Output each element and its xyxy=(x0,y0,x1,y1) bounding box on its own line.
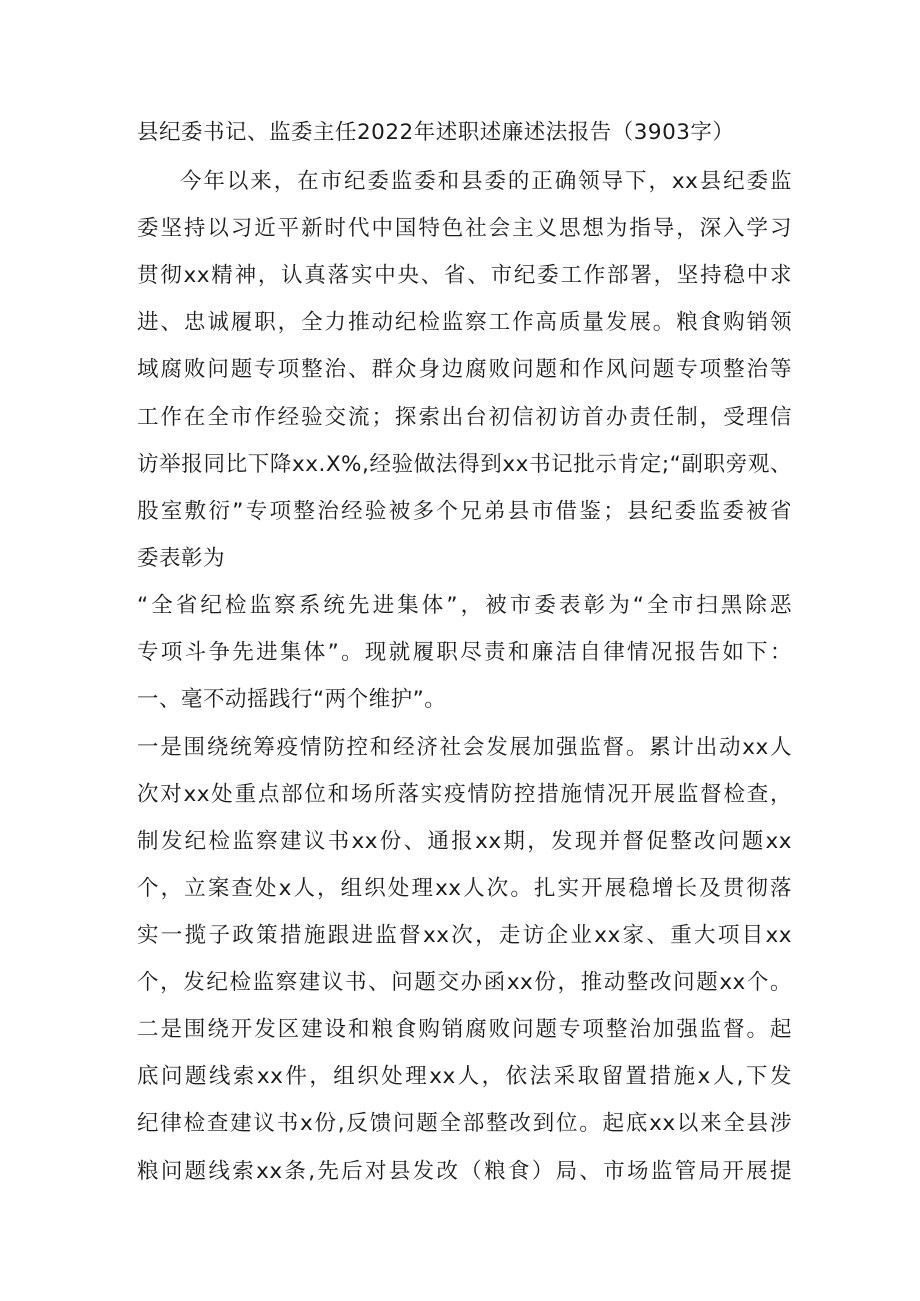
paragraph-line: 专项斗争先进集体”。现就履职尽责和廉洁自律情况报告如下： xyxy=(137,640,792,665)
paragraph-line: 委坚持以习近平新时代中国特色社会主义思想为指导，深入学习 xyxy=(137,216,792,241)
paragraph-line: 一是围绕统筹疫情防控和经济社会发展加强监督。累计出动xx人 xyxy=(137,735,792,760)
paragraph-line: 工作在全市作经验交流；探索出台初信初访首办责任制，受理信 xyxy=(137,405,792,430)
paragraph-line: 委表彰为 xyxy=(137,546,226,571)
paragraph-line: 股室敷衍”专项整治经验被多个兄弟县市借鉴；县纪委监委被省 xyxy=(137,499,792,524)
section-heading: 一、毫不动摇践行“两个维护”。 xyxy=(137,687,447,712)
paragraph-line: 域腐败问题专项整治、群众身边腐败问题和作风问题专项整治等 xyxy=(137,357,792,382)
paragraph-line: 个，立案查处x人，组织处理xx人次。扎实开展稳增长及贯彻落 xyxy=(137,876,792,901)
paragraph-line: 底问题线索xx件，组织处理xx人，依法采取留置措施x人,下发 xyxy=(137,1064,792,1089)
paragraph-line: 次对xx处重点部位和场所落实疫情防控措施情况开展监督检查， xyxy=(137,782,792,807)
paragraph-line: “全省纪检监察系统先进集体”，被市委表彰为“全市扫黑除恶 xyxy=(137,593,792,618)
paragraph-line: 今年以来，在市纪委监委和县委的正确领导下，xx县纪委监 xyxy=(180,169,792,194)
document-title: 县纪委书记、监委主任2022年述职述廉述法报告（3903字） xyxy=(137,120,735,145)
paragraph-line: 进、忠诚履职，全力推动纪检监察工作高质量发展。粮食购销领 xyxy=(137,310,792,335)
paragraph-line: 制发纪检监察建议书xx份、通报xx期，发现并督促整改问题xx xyxy=(137,829,792,854)
paragraph-line: 访举报同比下降xx.X%,经验做法得到xx书记批示肯定;“副职旁观、 xyxy=(137,452,792,477)
paragraph-line: 二是围绕开发区建设和粮食购销腐败问题专项整治加强监督。起 xyxy=(137,1017,792,1042)
paragraph-line: 实一揽子政策措施跟进监督xx次，走访企业xx家、重大项目xx xyxy=(137,923,792,948)
paragraph-line: 个，发纪检监察建议书、问题交办函xx份，推动整改问题xx个。 xyxy=(137,970,792,995)
paragraph-line: 粮问题线索xx条,先后对县发改（粮食）局、市场监管局开展提 xyxy=(137,1159,792,1184)
paragraph-line: 贯彻xx精神，认真落实中央、省、市纪委工作部署，坚持稳中求 xyxy=(137,263,792,288)
paragraph-line: 纪律检查建议书x份,反馈问题全部整改到位。起底xx以来全县涉 xyxy=(137,1111,792,1136)
